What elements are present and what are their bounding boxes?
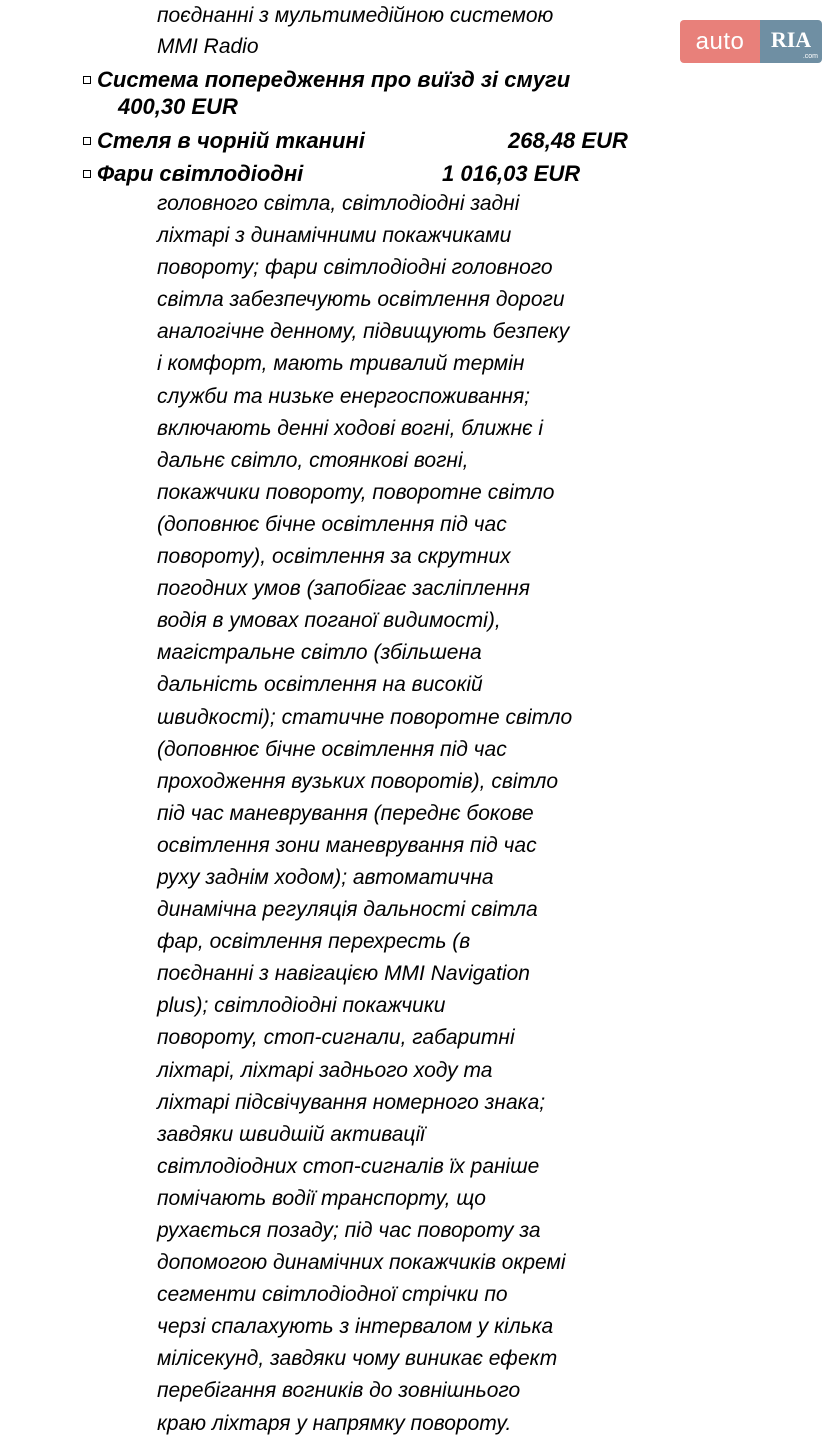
description-line: сегменти світлодіодної стрічки по — [157, 1283, 508, 1307]
description-line: дальнє світло, стоянкові вогні, — [157, 448, 469, 472]
description-line: світла забезпечують освітлення дороги — [157, 288, 565, 312]
checkbox-bullet-icon — [83, 137, 91, 145]
description-line: і комфорт, мають тривалий термін — [157, 352, 525, 376]
description-line: повороту, стоп-сигнали, габаритні — [157, 1026, 515, 1050]
description-line: ліхтарі з динамічними покажчиками — [157, 224, 512, 248]
option-price: 1 016,03 EUR — [442, 161, 581, 186]
text-line: поєднанні з мультимедійною системою — [157, 4, 554, 27]
description-line: включають денні ходові вогні, ближнє і — [157, 416, 544, 440]
description-line: мілісекунд, завдяки чому виникає ефект — [157, 1347, 558, 1371]
description-line: аналогічне денному, підвищують безпеку — [157, 320, 570, 344]
description-line: дальність освітлення на високій — [157, 673, 483, 697]
description-line: ліхтарі підсвічування номерного знака; — [157, 1090, 546, 1114]
description-line: проходження вузьких поворотів), світло — [157, 769, 559, 793]
logo-dotcom-text: .com — [802, 53, 818, 60]
description-line: поєднанні з навігацією MMI Navigation — [157, 962, 530, 986]
description-line: завдяки швидшій активації — [157, 1122, 425, 1146]
description-line: головного світла, світлодіодні задні — [157, 192, 520, 215]
option-label: Фари світлодіодні — [97, 161, 304, 186]
option-led-headlights — [83, 160, 303, 187]
logo-ria-block — [760, 20, 822, 63]
checkbox-bullet-icon — [83, 76, 91, 84]
checkbox-bullet-icon — [83, 170, 91, 178]
option-label: Стеля в чорній тканині — [97, 128, 365, 153]
description-line: освітлення зони маневрування під час — [157, 833, 537, 857]
description-line: помічають водії транспорту, що — [157, 1186, 486, 1210]
description-line: перебігання вогників до зовнішнього — [157, 1379, 521, 1403]
description-line: (доповнює бічне освітлення під час — [157, 512, 507, 536]
description-line: краю ліхтаря у напрямку повороту. — [157, 1411, 512, 1435]
description-line: швидкості); статичне поворотне світло — [157, 705, 573, 729]
description-line: ліхтарі, ліхтарі заднього ходу та — [157, 1058, 493, 1082]
logo-ria-text: RIA — [770, 27, 812, 52]
description-line: фар, освітлення перехресть (в — [157, 930, 471, 954]
description-line: погодних умов (запобігає засліплення — [157, 577, 530, 601]
description-line: магістральне світло (збільшена — [157, 641, 482, 665]
option-price: 400,30 EUR — [118, 94, 238, 119]
description-line: рухається позаду; під час повороту за — [157, 1219, 541, 1242]
option-price: 268,48 EUR — [508, 128, 628, 153]
description-line: під час маневрування (переднє бокове — [157, 801, 534, 825]
description-line: покажчики повороту, поворотне світло — [157, 480, 555, 504]
option-label: Система попередження про виїзд зі смуги — [97, 67, 571, 92]
option-lane-departure — [83, 66, 570, 93]
description-line: повороту; фари світлодіодні головного — [157, 256, 553, 280]
description-line: динамічна регуляція дальності світла — [157, 898, 538, 922]
description-line: допомогою динамічних покажчиків окремі — [157, 1251, 566, 1275]
description-line: (доповнює бічне освітлення під час — [157, 737, 507, 761]
option-description — [157, 188, 572, 1440]
intro-text — [157, 0, 553, 62]
logo-auto-text: auto — [680, 20, 760, 63]
description-line: світлодіодних стоп-сигналів їх раніше — [157, 1154, 540, 1178]
description-line: водія в умовах поганої видимості), — [157, 609, 501, 633]
description-line: руху заднім ходом); автоматична — [157, 865, 494, 889]
text-line: MMI Radio — [157, 35, 259, 58]
autoria-logo — [680, 20, 822, 63]
description-line: plus); світлодіодні покажчики — [157, 994, 446, 1018]
description-line: повороту), освітлення за скрутних — [157, 545, 511, 569]
description-line: черзі спалахують з інтервалом у кілька — [157, 1315, 554, 1339]
description-line: служби та низьке енергоспоживання; — [157, 384, 530, 408]
option-black-headliner — [83, 127, 365, 154]
